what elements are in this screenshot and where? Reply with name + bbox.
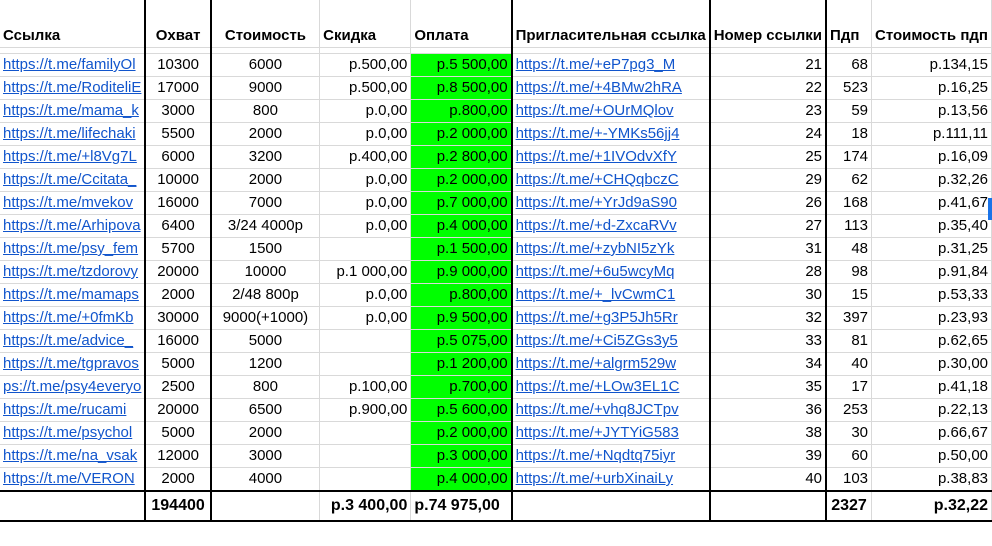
- discount-cell[interactable]: р.0,00: [320, 123, 411, 146]
- channel-link[interactable]: https://t.me/mamaps: [0, 284, 145, 307]
- total-cost-per-sub[interactable]: р.32,22: [872, 491, 992, 521]
- discount-cell[interactable]: [320, 353, 411, 376]
- channel-link[interactable]: https://t.me/rucami: [0, 399, 145, 422]
- invite-link[interactable]: https://t.me/+eP7pg3_M: [512, 54, 710, 77]
- payment-cell[interactable]: р.1 200,00: [411, 353, 512, 376]
- table-row: [0, 307, 992, 330]
- cost-per-sub-cell[interactable]: р.41,18: [872, 376, 992, 399]
- discount-cell[interactable]: [320, 422, 411, 445]
- payment-cell[interactable]: р.2 000,00: [411, 422, 512, 445]
- discount-cell[interactable]: р.0,00: [320, 215, 411, 238]
- header-cost[interactable]: Стоимость: [211, 0, 320, 48]
- subs-cell[interactable]: 48: [826, 238, 871, 261]
- subs-cell[interactable]: 60: [826, 445, 871, 468]
- reach-cell[interactable]: 10000: [145, 169, 210, 192]
- discount-cell[interactable]: р.100,00: [320, 376, 411, 399]
- reach-cell[interactable]: 16000: [145, 192, 210, 215]
- invite-link[interactable]: https://t.me/+JYTYiG583: [512, 422, 710, 445]
- payment-cell[interactable]: р.2 800,00: [411, 146, 512, 169]
- channel-link[interactable]: https://t.me/VERON: [0, 468, 145, 492]
- cost-cell[interactable]: 2/48 800р: [211, 284, 320, 307]
- reach-cell[interactable]: 5500: [145, 123, 210, 146]
- cost-per-sub-cell[interactable]: р.31,25: [872, 238, 992, 261]
- reach-cell[interactable]: 6400: [145, 215, 210, 238]
- header-invite[interactable]: Пригласительная ссылка: [512, 0, 710, 48]
- cost-cell[interactable]: 2000: [211, 169, 320, 192]
- reach-cell[interactable]: 30000: [145, 307, 210, 330]
- channel-link[interactable]: https://t.me/advice_: [0, 330, 145, 353]
- table-row: [0, 192, 992, 215]
- payment-cell[interactable]: р.9 500,00: [411, 307, 512, 330]
- reach-cell[interactable]: 5000: [145, 353, 210, 376]
- link-number-cell[interactable]: 22: [710, 77, 826, 100]
- invite-link[interactable]: https://t.me/+_lvCwmC1: [512, 284, 710, 307]
- discount-cell[interactable]: [320, 330, 411, 353]
- table-row: [0, 468, 992, 492]
- channel-link[interactable]: ps://t.me/psy4everyo: [0, 376, 145, 399]
- link-number-cell[interactable]: 25: [710, 146, 826, 169]
- reach-cell[interactable]: 2500: [145, 376, 210, 399]
- cost-cell[interactable]: 6500: [211, 399, 320, 422]
- reach-cell[interactable]: 17000: [145, 77, 210, 100]
- channel-link[interactable]: https://t.me/+l8Vg7L: [0, 146, 145, 169]
- cost-cell[interactable]: 9000: [211, 77, 320, 100]
- totals-row: [0, 491, 992, 521]
- payment-cell[interactable]: р.4 000,00: [411, 215, 512, 238]
- reach-cell[interactable]: 12000: [145, 445, 210, 468]
- payment-cell[interactable]: р.9 000,00: [411, 261, 512, 284]
- subs-cell[interactable]: 113: [826, 215, 871, 238]
- cost-per-sub-cell[interactable]: р.38,83: [872, 468, 992, 492]
- subs-cell[interactable]: 174: [826, 146, 871, 169]
- payment-cell[interactable]: р.1 500,00: [411, 238, 512, 261]
- channel-link[interactable]: https://t.me/mama_k: [0, 100, 145, 123]
- total-link-cell[interactable]: [0, 491, 145, 521]
- cost-per-sub-cell[interactable]: р.30,00: [872, 353, 992, 376]
- payment-cell[interactable]: р.7 000,00: [411, 192, 512, 215]
- table-row: [0, 146, 992, 169]
- cost-cell[interactable]: 3200: [211, 146, 320, 169]
- total-subs[interactable]: 2327: [826, 491, 871, 521]
- subs-cell[interactable]: 98: [826, 261, 871, 284]
- payment-cell[interactable]: р.700,00: [411, 376, 512, 399]
- table-row: [0, 376, 992, 399]
- link-number-cell[interactable]: 40: [710, 468, 826, 492]
- payment-cell[interactable]: р.8 500,00: [411, 77, 512, 100]
- discount-cell[interactable]: р.500,00: [320, 77, 411, 100]
- discount-cell[interactable]: [320, 468, 411, 492]
- header-reach[interactable]: Охват: [145, 0, 210, 48]
- cost-cell[interactable]: 9000(+1000): [211, 307, 320, 330]
- channel-link[interactable]: https://t.me/tgpravos: [0, 353, 145, 376]
- table-row: [0, 54, 992, 77]
- link-number-cell[interactable]: 31: [710, 238, 826, 261]
- payment-cell[interactable]: р.800,00: [411, 100, 512, 123]
- cost-per-sub-cell[interactable]: р.111,11: [872, 123, 992, 146]
- payment-cell[interactable]: р.3 000,00: [411, 445, 512, 468]
- cost-cell[interactable]: 800: [211, 100, 320, 123]
- invite-link[interactable]: https://t.me/+zybNI5zYk: [512, 238, 710, 261]
- link-number-cell[interactable]: 23: [710, 100, 826, 123]
- discount-cell[interactable]: р.0,00: [320, 307, 411, 330]
- invite-link[interactable]: https://t.me/+-YMKs56jj4: [512, 123, 710, 146]
- header-link-no[interactable]: Номер ссылки: [710, 0, 826, 48]
- channel-link[interactable]: https://t.me/psychol: [0, 422, 145, 445]
- cost-per-sub-cell[interactable]: р.13,56: [872, 100, 992, 123]
- invite-link[interactable]: https://t.me/+d-ZxcaRVv: [512, 215, 710, 238]
- discount-cell[interactable]: р.0,00: [320, 192, 411, 215]
- cost-cell[interactable]: 800: [211, 376, 320, 399]
- cost-cell[interactable]: 6000: [211, 54, 320, 77]
- payment-cell[interactable]: р.5 075,00: [411, 330, 512, 353]
- cost-per-sub-cell[interactable]: р.23,93: [872, 307, 992, 330]
- payment-cell[interactable]: р.2 000,00: [411, 169, 512, 192]
- invite-link[interactable]: https://t.me/+vhq8JCTpv: [512, 399, 710, 422]
- table-row: [0, 353, 992, 376]
- cost-per-sub-cell[interactable]: р.32,26: [872, 169, 992, 192]
- reach-cell[interactable]: 5700: [145, 238, 210, 261]
- reach-cell[interactable]: 2000: [145, 284, 210, 307]
- discount-cell[interactable]: [320, 445, 411, 468]
- reach-cell[interactable]: 20000: [145, 261, 210, 284]
- table-row: [0, 422, 992, 445]
- reach-cell[interactable]: 6000: [145, 146, 210, 169]
- subs-cell[interactable]: 17: [826, 376, 871, 399]
- reach-cell[interactable]: 5000: [145, 422, 210, 445]
- channel-link[interactable]: https://t.me/lifechaki: [0, 123, 145, 146]
- table-row: [0, 399, 992, 422]
- channel-link[interactable]: https://t.me/+0fmKb: [0, 307, 145, 330]
- table-row: [0, 445, 992, 468]
- table-row: [0, 215, 992, 238]
- cost-cell[interactable]: 2000: [211, 422, 320, 445]
- subs-cell[interactable]: 397: [826, 307, 871, 330]
- cost-cell[interactable]: 1500: [211, 238, 320, 261]
- total-link-no-cell[interactable]: [710, 491, 826, 521]
- total-invite-cell[interactable]: [512, 491, 710, 521]
- link-number-cell[interactable]: 29: [710, 169, 826, 192]
- link-number-cell[interactable]: 30: [710, 284, 826, 307]
- reach-cell[interactable]: 3000: [145, 100, 210, 123]
- link-number-cell[interactable]: 39: [710, 445, 826, 468]
- subs-cell[interactable]: 40: [826, 353, 871, 376]
- subs-cell[interactable]: 30: [826, 422, 871, 445]
- link-number-cell[interactable]: 24: [710, 123, 826, 146]
- discount-cell[interactable]: р.500,00: [320, 54, 411, 77]
- total-reach[interactable]: 194400: [145, 491, 210, 521]
- discount-cell[interactable]: р.0,00: [320, 100, 411, 123]
- invite-link[interactable]: https://t.me/+urbXinaiLy: [512, 468, 710, 492]
- subs-cell[interactable]: 103: [826, 468, 871, 492]
- cost-per-sub-cell[interactable]: р.53,33: [872, 284, 992, 307]
- link-number-cell[interactable]: 33: [710, 330, 826, 353]
- subs-cell[interactable]: 18: [826, 123, 871, 146]
- invite-link[interactable]: https://t.me/+1IVOdvXfY: [512, 146, 710, 169]
- subs-cell[interactable]: 15: [826, 284, 871, 307]
- invite-link[interactable]: https://t.me/+OUrMQlov: [512, 100, 710, 123]
- payment-cell[interactable]: р.800,00: [411, 284, 512, 307]
- invite-link[interactable]: https://t.me/+YrJd9aS90: [512, 192, 710, 215]
- invite-link[interactable]: https://t.me/+4BMw2hRA: [512, 77, 710, 100]
- channel-link[interactable]: https://t.me/Ccitata_: [0, 169, 145, 192]
- total-cost-cell[interactable]: [211, 491, 320, 521]
- cost-per-sub-cell[interactable]: р.16,25: [872, 77, 992, 100]
- invite-link[interactable]: https://t.me/+algrm529w: [512, 353, 710, 376]
- invite-link[interactable]: https://t.me/+g3P5Jh5Rr: [512, 307, 710, 330]
- payment-cell[interactable]: р.4 000,00: [411, 468, 512, 492]
- link-number-cell[interactable]: 34: [710, 353, 826, 376]
- discount-cell[interactable]: р.0,00: [320, 169, 411, 192]
- reach-cell[interactable]: 16000: [145, 330, 210, 353]
- table-row: [0, 284, 992, 307]
- channel-link[interactable]: https://t.me/na_vsak: [0, 445, 145, 468]
- payment-cell[interactable]: р.5 600,00: [411, 399, 512, 422]
- subs-cell[interactable]: 68: [826, 54, 871, 77]
- discount-cell[interactable]: р.900,00: [320, 399, 411, 422]
- table-row: [0, 261, 992, 284]
- channel-link[interactable]: https://t.me/familyOl: [0, 54, 145, 77]
- subs-cell[interactable]: 81: [826, 330, 871, 353]
- link-number-cell[interactable]: 26: [710, 192, 826, 215]
- reach-cell[interactable]: 20000: [145, 399, 210, 422]
- cost-per-sub-cell[interactable]: р.41,67: [872, 192, 992, 215]
- cost-cell[interactable]: 10000: [211, 261, 320, 284]
- invite-link[interactable]: https://t.me/+LOw3EL1C: [512, 376, 710, 399]
- total-payment[interactable]: р.74 975,00: [411, 491, 512, 521]
- channel-link[interactable]: https://t.me/mvekov: [0, 192, 145, 215]
- link-number-cell[interactable]: 38: [710, 422, 826, 445]
- payment-cell[interactable]: р.2 000,00: [411, 123, 512, 146]
- cost-cell[interactable]: 3/24 4000р: [211, 215, 320, 238]
- header-payment[interactable]: Оплата: [411, 0, 512, 48]
- reach-cell[interactable]: 10300: [145, 54, 210, 77]
- cost-per-sub-cell[interactable]: р.22,13: [872, 399, 992, 422]
- cost-cell[interactable]: 3000: [211, 445, 320, 468]
- cost-per-sub-cell[interactable]: р.16,09: [872, 146, 992, 169]
- table-row: [0, 169, 992, 192]
- invite-link[interactable]: https://t.me/+6u5wcyMq: [512, 261, 710, 284]
- cost-per-sub-cell[interactable]: р.91,84: [872, 261, 992, 284]
- cost-per-sub-cell[interactable]: р.134,15: [872, 54, 992, 77]
- invite-link[interactable]: https://t.me/+Nqdtq75iyr: [512, 445, 710, 468]
- table-row: [0, 238, 992, 261]
- total-discount[interactable]: р.3 400,00: [320, 491, 411, 521]
- header-row: [0, 0, 992, 48]
- table-row: [0, 330, 992, 353]
- header-cost-per-sub[interactable]: Стоимость пдп: [872, 0, 992, 48]
- cost-cell[interactable]: 2000: [211, 123, 320, 146]
- header-subs[interactable]: Пдп: [826, 0, 871, 48]
- reach-cell[interactable]: 2000: [145, 468, 210, 492]
- subs-cell[interactable]: 523: [826, 77, 871, 100]
- selection-handle[interactable]: [988, 198, 992, 220]
- invite-link[interactable]: https://t.me/+Ci5ZGs3y5: [512, 330, 710, 353]
- cost-per-sub-cell[interactable]: р.35,40: [872, 215, 992, 238]
- link-number-cell[interactable]: 28: [710, 261, 826, 284]
- header-discount[interactable]: Скидка: [320, 0, 411, 48]
- link-number-cell[interactable]: 36: [710, 399, 826, 422]
- link-number-cell[interactable]: 21: [710, 54, 826, 77]
- cost-per-sub-cell[interactable]: р.62,65: [872, 330, 992, 353]
- subs-cell[interactable]: 168: [826, 192, 871, 215]
- table-row: [0, 77, 992, 100]
- link-number-cell[interactable]: 32: [710, 307, 826, 330]
- subs-cell[interactable]: 59: [826, 100, 871, 123]
- header-link[interactable]: Ссылка: [0, 0, 145, 48]
- discount-cell[interactable]: [320, 238, 411, 261]
- discount-cell[interactable]: р.400,00: [320, 146, 411, 169]
- cost-per-sub-cell[interactable]: р.66,67: [872, 422, 992, 445]
- channel-link[interactable]: https://t.me/RoditeliE: [0, 77, 145, 100]
- invite-link[interactable]: https://t.me/+CHQqbczC: [512, 169, 710, 192]
- cost-cell[interactable]: 5000: [211, 330, 320, 353]
- cost-per-sub-cell[interactable]: р.50,00: [872, 445, 992, 468]
- table-row: [0, 123, 992, 146]
- subs-cell[interactable]: 253: [826, 399, 871, 422]
- cost-cell[interactable]: 4000: [211, 468, 320, 492]
- link-number-cell[interactable]: 27: [710, 215, 826, 238]
- discount-cell[interactable]: р.1 000,00: [320, 261, 411, 284]
- subs-cell[interactable]: 62: [826, 169, 871, 192]
- discount-cell[interactable]: р.0,00: [320, 284, 411, 307]
- link-number-cell[interactable]: 35: [710, 376, 826, 399]
- channel-link[interactable]: https://t.me/psy_fem: [0, 238, 145, 261]
- channel-link[interactable]: https://t.me/tzdorovy: [0, 261, 145, 284]
- channel-link[interactable]: https://t.me/Arhipova: [0, 215, 145, 238]
- payment-cell[interactable]: р.5 500,00: [411, 54, 512, 77]
- table-row: [0, 100, 992, 123]
- cost-cell[interactable]: 7000: [211, 192, 320, 215]
- cost-cell[interactable]: 1200: [211, 353, 320, 376]
